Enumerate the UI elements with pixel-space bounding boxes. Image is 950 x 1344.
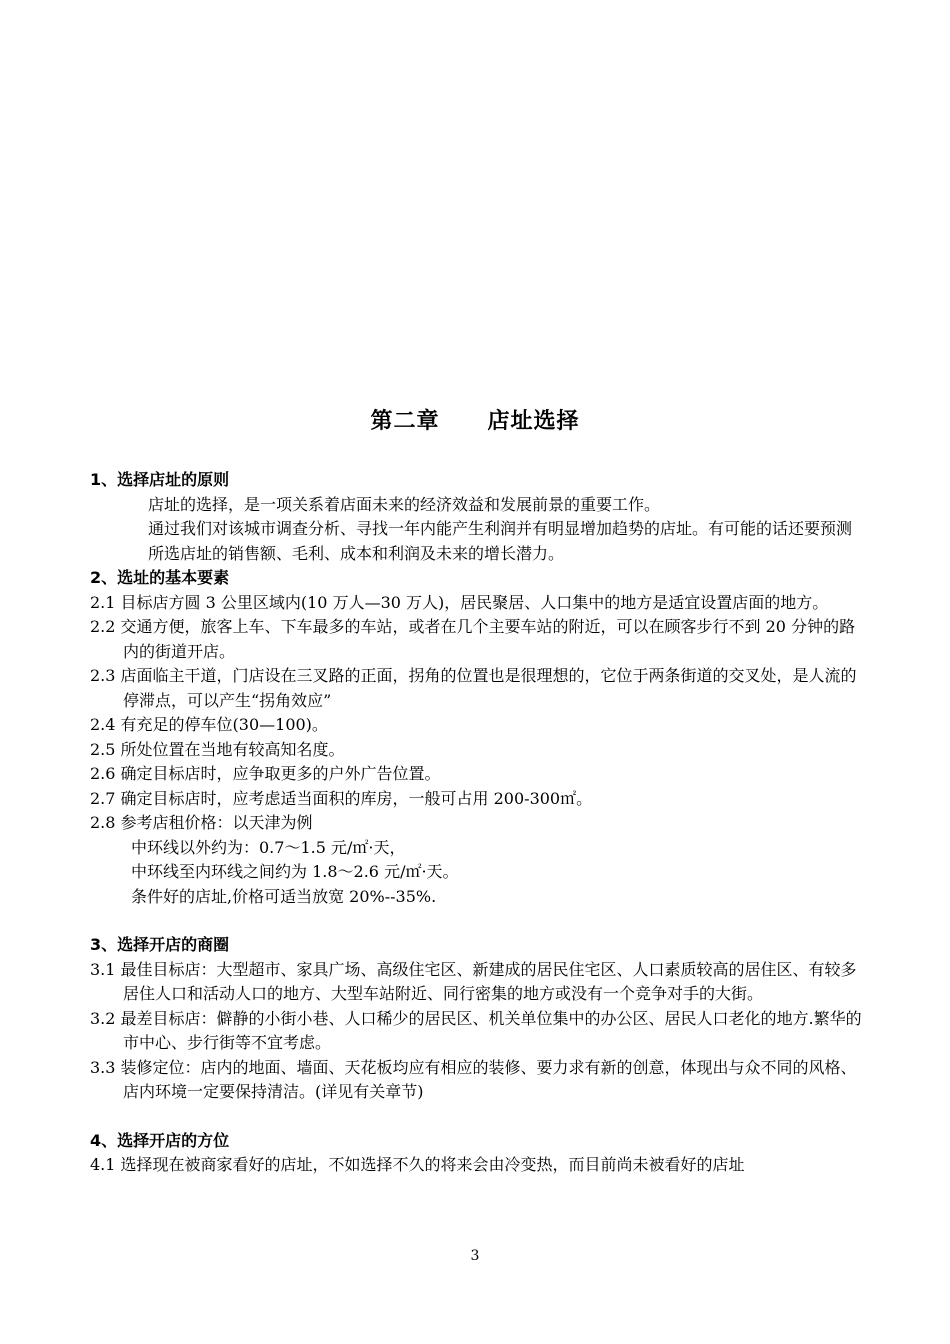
section-3-item: 3.2 最差目标店：僻静的小街小巷、人口稀少的居民区、机关单位集中的办公区、居民人口老化的地方.繁华的市中心、步行街等不宜考虑。 [90, 1008, 862, 1052]
section-2-item: 2.6 确定目标店时，应争取更多的户外广告位置。 [90, 764, 441, 783]
section-2-item: 2.8 参考店租价格：以天津为例 [90, 813, 313, 832]
section-1-paragraph-2: 通过我们对该城市调查分析、寻找一年内能产生利润并有明显增加趋势的店址。有可能的话还要预测所选店址的销售额、毛利、成本和利润及未来的增长潜力。 [148, 519, 853, 563]
section-2-item: 2.4 有充足的停车位(30—100)。 [90, 715, 328, 734]
section-4-heading: 4、选择开店的方位 [90, 1130, 230, 1150]
page-number: 3 [470, 1248, 480, 1264]
chapter-number: 第二章 [370, 409, 440, 434]
chapter-body [90, 468, 865, 1178]
price-line: 条件好的店址,价格可适当放宽 20%--35%. [131, 886, 437, 906]
section-2-heading: 2、选址的基本要素 [90, 568, 230, 587]
section-2-item: 2.7 确定目标店时，应考虑适当面积的库房，一般可占用 200-300㎡。 [90, 788, 593, 808]
section-3-item: 3.3 装修定位：店内的地面、墙面、天花板均应有相应的装修、要力求有新的创意，体现出与众不同的风格、店内环境一定要保持清洁。(详见有关章节) [90, 1057, 857, 1101]
section-2-item: 2.5 所处位置在当地有较高知名度。 [90, 739, 345, 759]
section-4-item: 4.1 选择现在被商家看好的店址，不如选择不久的将来会由冷变热，而目前尚未被看好的店址 [90, 1155, 745, 1174]
chapter-name: 店址选择 [487, 409, 580, 434]
chapter-title [0, 404, 950, 435]
section-1-paragraph-1: 店址的选择，是一项关系着店面未来的经济效益和发展前景的重要工作。 [148, 494, 661, 514]
section-3-heading: 3、选择开店的商圈 [90, 935, 230, 954]
section-2-item: 2.3 店面临主干道，门店设在三叉路的正面，拐角的位置也是很理想的，它位于两条街道的交叉处，是人流的停滞点，可以产生“拐角效应” [90, 666, 857, 710]
section-2-item: 2.2 交通方便，旅客上车、下车最多的车站，或者在几个主要车站的附近，可以在顾客步行不到 20 分钟的路内的街道开店。 [90, 617, 856, 661]
section-2-item: 2.1 目标店方圆 3 公里区域内(10 万人—30 万人)，居民聚居、人口集中的地方是适宜设置店面的地方。 [90, 592, 829, 612]
section-3-item: 3.1 最佳目标店：大型超市、家具广场、高级住宅区、新建成的居民住宅区、人口素质较高的居住区、有较多居住人口和活动人口的地方、大型车站附近、同行密集的地方或没有一个竞争对手的大街。 [90, 959, 857, 1003]
price-line: 中环线以外约为：0.7～1.5 元/㎡·天， [131, 837, 406, 857]
section-1-heading: 1、选择店址的原则 [90, 470, 230, 489]
price-line: 中环线至内环线之间约为 1.8～2.6 元/㎡·天。 [131, 862, 459, 881]
